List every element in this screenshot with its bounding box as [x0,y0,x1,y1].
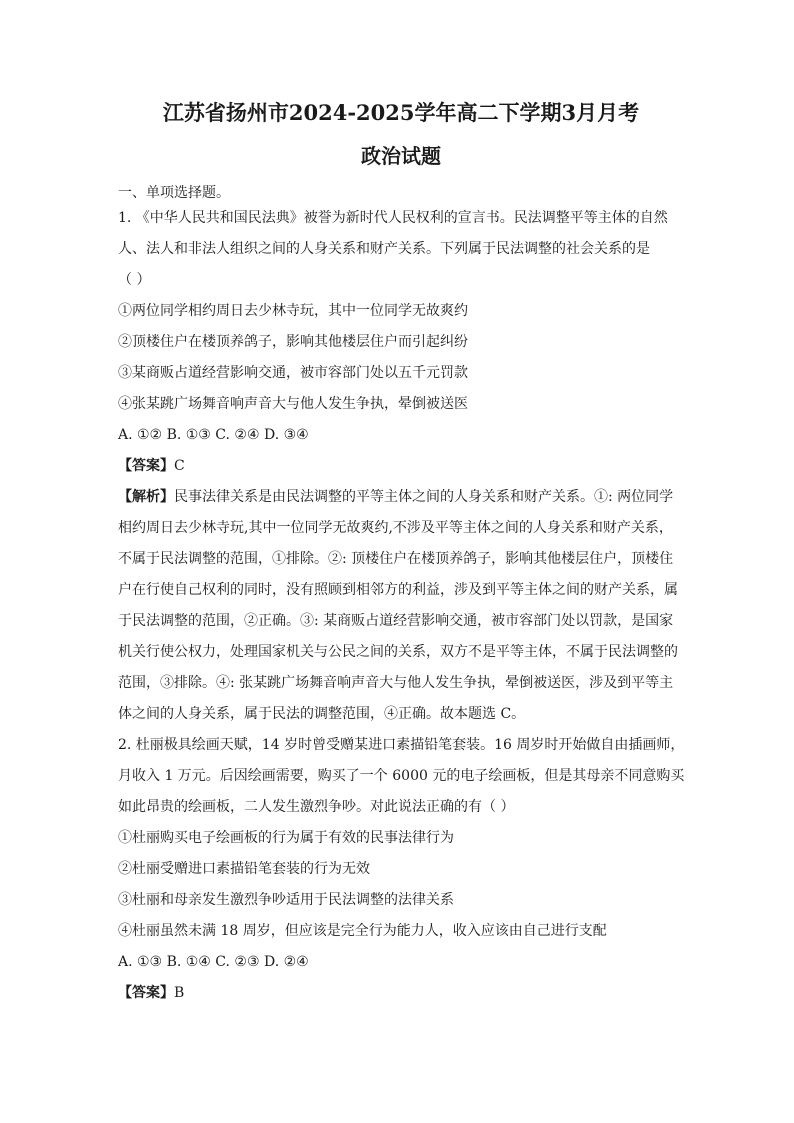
analysis-line: 相约周日去少林寺玩,其中一位同学无故爽约,不涉及平等主体之间的人身关系和财产关系， [118,520,673,536]
question-2 [118,730,684,1009]
answer-line [118,978,684,1009]
analysis-line: 范围，③排除。④: 张某跳广场舞音响声音大与他人发生争执，晕倒被送医，涉及到平等主 [118,675,674,691]
statement-item: ①杜丽购买电子绘画板的行为属于有效的民事法律行为 [118,830,454,846]
answer-options: A. ①③ B. ①④ C. ②③ D. ②④ [118,954,309,970]
answer-tag: 【答案】 [118,458,174,474]
analysis-line: 体之间的人身关系，属于民法的调整范围，④正确。故本题选 C。 [118,706,526,722]
analysis-block [118,482,684,730]
document-page [118,96,684,1009]
answer-tag: 【答案】 [118,985,174,1001]
question-stem-line: 2. 杜丽极具绘画天赋，14 岁时曾受赠某进口素描铅笔套装。16 周岁时开始做自由插画师， [118,737,685,753]
analysis-line: 不属于民法调整的范围，①排除。②: 顶楼住户在楼顶养鸽子，影响其他楼层住户，顶楼住 [118,551,674,567]
analysis-tag: 【解析】 [118,489,174,505]
answer-value: B [174,985,185,1001]
statement-item: ②杜丽受赠进口素描铅笔套装的行为无效 [118,861,370,877]
answer-options: A. ①② B. ①③ C. ②④ D. ③④ [118,427,309,443]
analysis-line: 户在行使自己权利的同时，没有照顾到相邻方的利益，涉及到平等主体之间的财产关系，属 [118,582,678,598]
analysis-line: 于民法调整的范围，②正确。③: 某商贩占道经营影响交通，被市容部门处以罚款，是国家 [118,613,674,629]
statement-item: ③某商贩占道经营影响交通，被市容部门处以五千元罚款 [118,365,468,381]
question-1 [118,203,684,730]
question-stem-line: 月收入 1 万元。后因绘画需要，购买了一个 6000 元的电子绘画板，但是其母亲不同意购买 [118,768,685,784]
answer-line [118,451,684,482]
document-subtitle: 政治试题 [361,144,441,168]
analysis-text: 民事法律关系是由民法调整的平等主体之间的人身关系和财产关系。①: 两位同学 [174,489,674,505]
document-title: 江苏省扬州市2024-2025学年高二下学期3月月考 [162,100,640,125]
statement-item: ①两位同学相约周日去少林寺玩，其中一位同学无故爽约 [118,303,468,319]
question-stem-line: 1. 《中华人民共和国民法典》被誉为新时代人民权利的宣言书。民法调整平等主体的自然 [118,210,668,226]
statement-item: ④杜丽虽然未满 18 周岁，但应该是完全行为能力人，收入应该由自己进行支配 [118,923,607,939]
statement-item: ④张某跳广场舞音响声音大与他人发生争执，晕倒被送医 [118,396,468,412]
analysis-line [118,482,684,513]
statement-item: ③杜丽和母亲发生激烈争吵适用于民法调整的法律关系 [118,892,454,908]
statement-item: ②顶楼住户在楼顶养鸽子，影响其他楼层住户而引起纠纷 [118,334,468,350]
question-stem-line: （ ） [118,272,151,288]
analysis-line: 机关行使公权力，处理国家机关与公民之间的关系，双方不是平等主体，不属于民法调整的 [118,644,678,660]
answer-value: C [174,458,185,474]
section-heading: 一、单项选择题。 [118,185,230,201]
question-stem-line: 人、法人和非法人组织之间的人身关系和财产关系。下列属于民法调整的社会关系的是 [118,241,650,257]
question-stem-line: 如此昂贵的绘画板，二人发生激烈争吵。对此说法正确的有（ ） [118,799,515,815]
